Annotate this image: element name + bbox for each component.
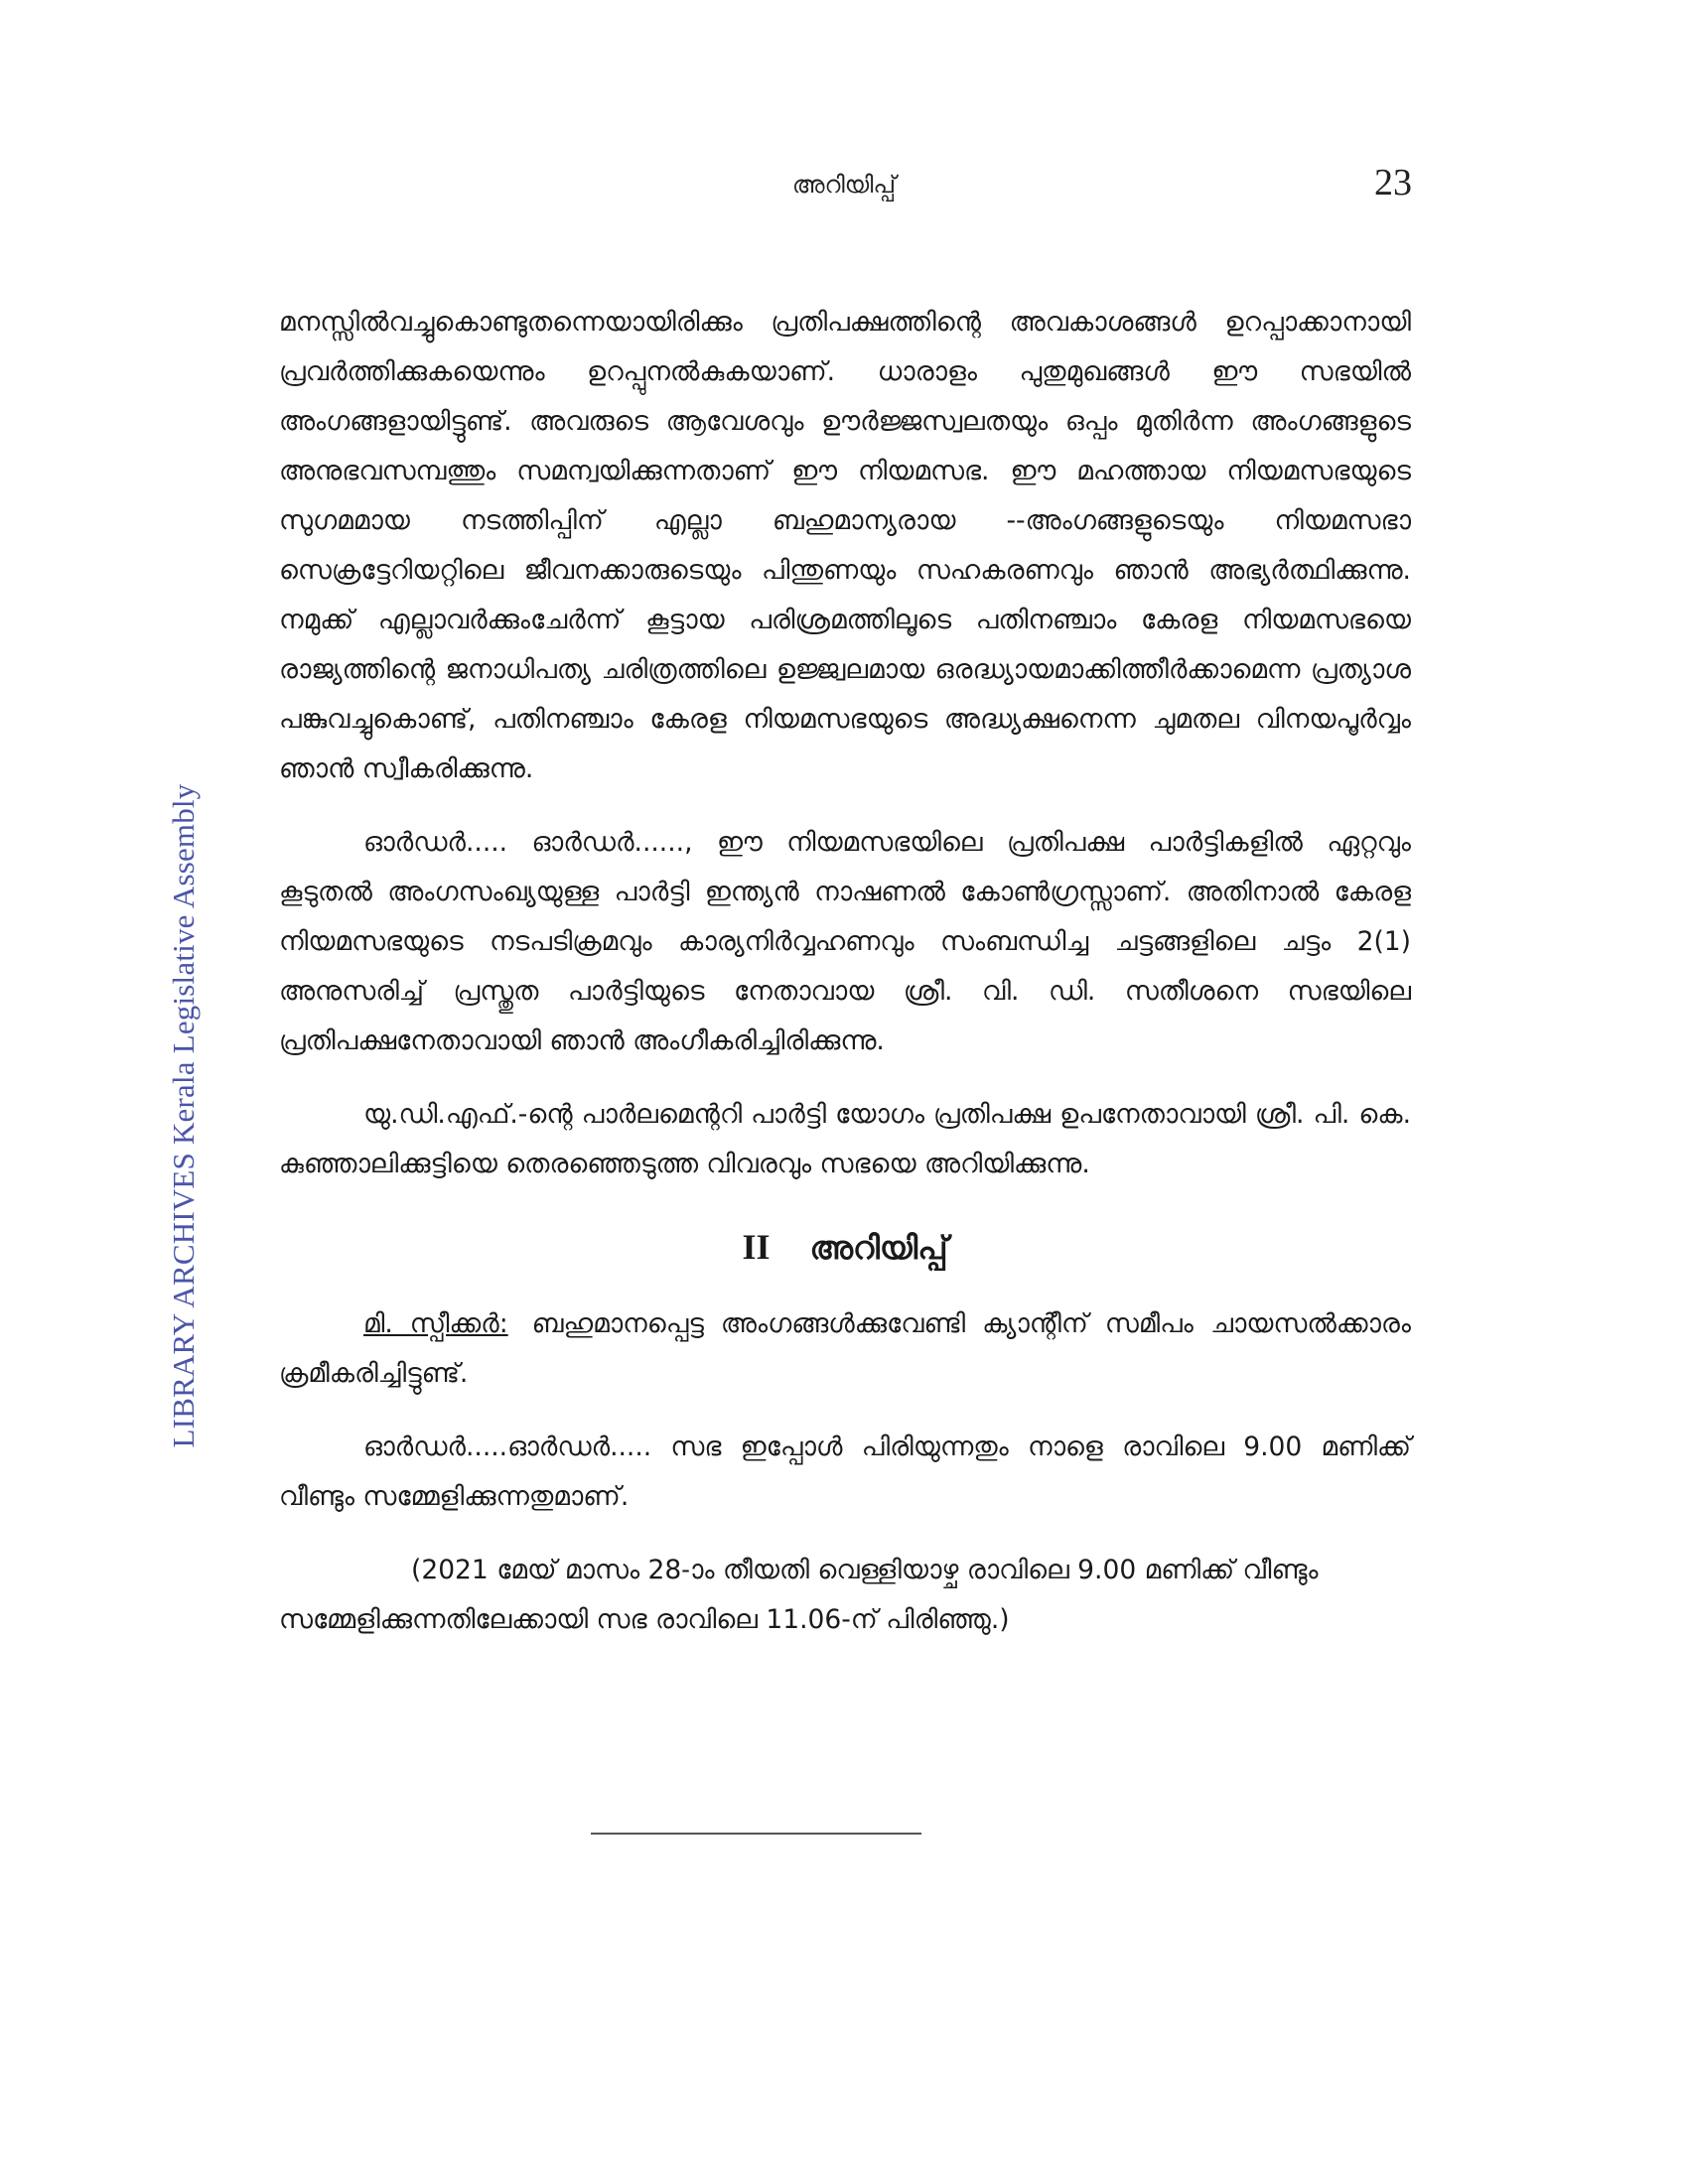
paragraph-continuation: മനസ്സിൽവച്ചുകൊണ്ടുതന്നെയായിരിക്കും പ്രതിപക്ഷത്തിന്റെ അവകാശങ്ങൾ ഉറപ്പാക്കാനായി പ്രവർത്തിക്കുകയെന്നും ഉറപ്പുനൽകുകയാണ്. ധാരാളം പുതുമുഖങ്ങൾ ഈ സഭയിൽ അംഗങ്ങളായിട്ടുണ്ട്. അവരുടെ ആവേശവും ഊർജ്ജസ്വലതയും ഒപ്പം മുതിർന്ന അംഗങ്ങളുടെ അനുഭവസമ്പത്തും സമന്വയിക്കുന്നതാണ് ഈ നിയമസഭ. ഈ മഹത്തായ നിയമസഭയുടെ സുഗമമായ നടത്തിപ്പിന് എല്ലാ ബഹുമാന്യരായ --അംഗങ്ങളുടെയും നിയമസഭാ സെക്രട്ടേറിയറ്റിലെ ജീവനക്കാരുടെയും പിന്തുണയും സഹകരണവും ഞാൻ അഭ്യർത്ഥിക്കുന്നു. നമുക്ക് എല്ലാവർക്കുംചേർന്ന് കൂട്ടായ പരിശ്രമത്തിലൂടെ പതിനഞ്ചാം കേരള നിയമസഭയെ രാജ്യത്തിന്റെ ജനാധിപത്യ ചരിത്രത്തിലെ ഉജ്ജ്വലമായ ഒരദ്ധ്യായമാക്കിത്തീർക്കാമെന്ന പ്രത്യാശ പങ്കുവച്ചുകൊണ്ട്, പതിനഞ്ചാം കേരള നിയമസഭയുടെ അദ്ധ്യക്ഷനെന്ന ചുമതല വിനയപൂർവ്വം ഞാൻ സ്വീകരിക്കുന്നു. <box>279 307 1411 784</box>
section-number: II <box>742 1227 771 1267</box>
paragraph-opposition-leader: ഓർഡർ..... ഓർഡർ......, ഈ നിയമസഭയിലെ പ്രതിപക്ഷ പാർട്ടികളിൽ ഏറ്റവും കൂടുതൽ അംഗസംഖ്യയുള്ള പാർട്ടി ഇന്ത്യൻ നാഷണൽ കോൺഗ്രസ്സാണ്. അതിനാൽ കേരള നിയമസഭയുടെ നടപടിക്രമവും കാര്യനിർവ്വഹണവും സംബന്ധിച്ച ചട്ടങ്ങളിലെ ചട്ടം 2(1) അനുസരിച്ച് പ്രസ്തുത പാർട്ടിയുടെ നേതാവായ ശ്രീ. വി. ഡി. സതീശനെ സഭയിലെ പ്രതിപക്ഷനേതാവായി ഞാൻ അംഗീകരിച്ചിരിക്കുന്നു. <box>279 827 1411 1056</box>
speaker-label: മി. സ്പീക്കർ: <box>363 1308 508 1339</box>
proceedings-note: (2021 മേയ് മാസം 28-ാം തീയതി വെള്ളിയാഴ്ച രാവിലെ 9.00 മണിക്ക് വീണ്ടും സമ്മേളിക്കുന്നതിലേക്കായി സഭ രാവിലെ 11.06-ന് പിരിഞ്ഞു.) <box>279 1555 1319 1635</box>
page-body <box>279 298 1411 1645</box>
running-head-title: അറിയിപ്പ് <box>791 171 897 199</box>
page-number: 23 <box>1374 162 1412 204</box>
section-heading <box>279 1225 1411 1270</box>
announcement-paragraph <box>279 1299 1411 1399</box>
paragraph-deputy-leader: യു.ഡി.എഫ്.-ന്റെ പാർലമെന്ററി പാർട്ടി യോഗം പ്രതിപക്ഷ ഉപനേതാവായി ശ്രീ. പി. കെ. കുഞ്ഞാലിക്കുട്ടിയെ തെരഞ്ഞെടുത്ത വിവരവും സഭയെ അറിയിക്കുന്നു. <box>279 1099 1411 1179</box>
adjournment-paragraph: ഓർഡർ.....ഓർഡർ..... സഭ ഇപ്പോൾ പിരിയുന്നതും നാളെ രാവിലെ 9.00 മണിക്ക് വീണ്ടും സമ്മേളിക്കുന്നതുമാണ്. <box>279 1432 1411 1512</box>
end-rule-divider <box>591 1833 921 1835</box>
announcement-text: ബഹുമാനപ്പെട്ട അംഗങ്ങൾക്കുവേണ്ടി ക്യാന്റീന് സമീപം ചായസൽക്കാരം ക്രമീകരിച്ചിട്ടുണ്ട്. <box>279 1308 1411 1389</box>
archive-watermark: LIBRARY ARCHIVES Kerala Legislative Assembly <box>166 783 201 1448</box>
section-title: അറിയിപ്പ് <box>809 1229 948 1267</box>
